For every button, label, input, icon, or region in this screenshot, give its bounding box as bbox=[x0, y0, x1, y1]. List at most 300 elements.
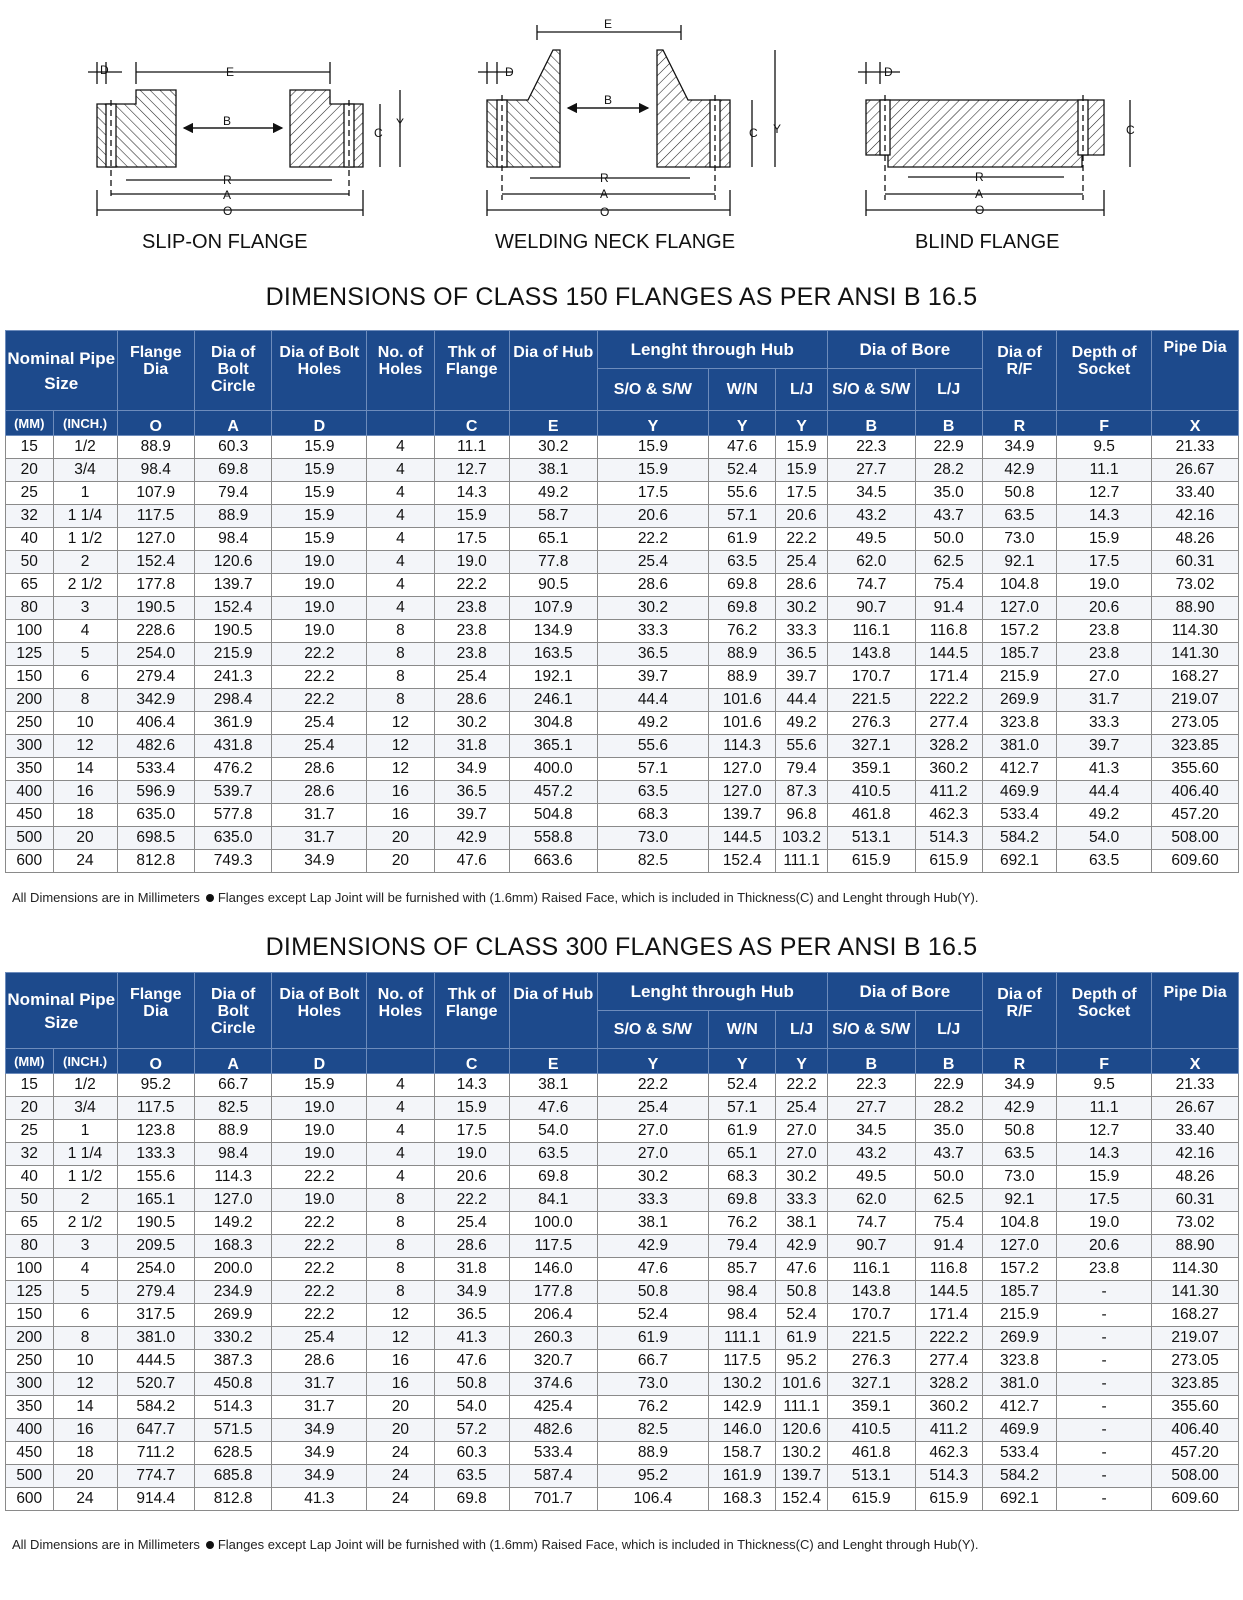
table-cell: 22.2 bbox=[272, 1304, 367, 1327]
table-cell: 65 bbox=[6, 1212, 54, 1235]
table-cell: 24 bbox=[367, 1465, 434, 1488]
slip-on-label: SLIP-ON FLANGE bbox=[142, 231, 308, 253]
table-cell: 63.5 bbox=[709, 551, 776, 574]
table-cell: 39.7 bbox=[1057, 735, 1152, 758]
table-cell: 146.0 bbox=[709, 1419, 776, 1442]
table-cell: 277.4 bbox=[915, 712, 982, 735]
weld-neck-dim-o: O bbox=[600, 205, 610, 219]
table-cell: 14 bbox=[53, 758, 117, 781]
table-cell: 88.9 bbox=[709, 666, 776, 689]
table-cell: 91.4 bbox=[915, 597, 982, 620]
sym-r: R bbox=[982, 1049, 1056, 1074]
weld-neck-dim-d: D bbox=[505, 65, 514, 79]
table-cell: 165.1 bbox=[117, 1189, 194, 1212]
table-cell: 21.33 bbox=[1152, 436, 1239, 459]
table-cell: 450.8 bbox=[194, 1373, 271, 1396]
table-cell: 14.3 bbox=[1057, 1143, 1152, 1166]
table-cell: 185.7 bbox=[982, 643, 1056, 666]
table-cell: 111.1 bbox=[776, 1396, 828, 1419]
table-row bbox=[6, 1465, 1239, 1488]
table-cell: 15 bbox=[6, 1074, 54, 1097]
table-cell: 14 bbox=[53, 1396, 117, 1419]
table-cell: 152.4 bbox=[709, 850, 776, 873]
table-cell: 19.0 bbox=[272, 1189, 367, 1212]
table-cell: 55.6 bbox=[776, 735, 828, 758]
table-row bbox=[6, 666, 1239, 689]
table-cell: 200.0 bbox=[194, 1258, 271, 1281]
header-dia-bore: Dia of Bore bbox=[827, 331, 982, 369]
table-cell: 55.6 bbox=[709, 482, 776, 505]
table-cell: 95.2 bbox=[597, 1465, 709, 1488]
table-cell: 28.6 bbox=[434, 689, 509, 712]
table-cell: 69.8 bbox=[509, 1166, 597, 1189]
table-cell: 190.5 bbox=[117, 1212, 194, 1235]
table-cell: 33.3 bbox=[776, 1189, 828, 1212]
table-cell: 381.0 bbox=[982, 1373, 1056, 1396]
header-dia-hub: Dia of Hub bbox=[509, 973, 597, 1049]
table-cell: 4 bbox=[53, 620, 117, 643]
table-cell: 63.5 bbox=[1057, 850, 1152, 873]
table-cell: 361.9 bbox=[194, 712, 271, 735]
table-cell: 79.4 bbox=[194, 482, 271, 505]
table-cell: 24 bbox=[53, 850, 117, 873]
table-cell: 69.8 bbox=[709, 574, 776, 597]
table-cell: 34.5 bbox=[827, 482, 915, 505]
table-cell: 462.3 bbox=[915, 804, 982, 827]
table-cell: 54.0 bbox=[1057, 827, 1152, 850]
table-cell: 116.8 bbox=[915, 620, 982, 643]
table-cell: 1/2 bbox=[53, 436, 117, 459]
table-cell: 44.4 bbox=[597, 689, 709, 712]
weld-neck-dim-e: E bbox=[604, 17, 613, 31]
table-cell: 476.2 bbox=[194, 758, 271, 781]
slip-on-dim-d: D bbox=[100, 63, 109, 77]
table-cell: 12 bbox=[367, 758, 434, 781]
sym-a: A bbox=[194, 1049, 271, 1074]
sym-b: B bbox=[827, 411, 915, 436]
table-cell: 27.0 bbox=[776, 1120, 828, 1143]
table-cell: 28.6 bbox=[434, 1235, 509, 1258]
weld-neck-dim-r: R bbox=[600, 171, 609, 185]
table-cell: 206.4 bbox=[509, 1304, 597, 1327]
table-cell: 12 bbox=[53, 735, 117, 758]
table-cell: 19.0 bbox=[434, 1143, 509, 1166]
table-cell: 615.9 bbox=[915, 850, 982, 873]
table-cell: 130.2 bbox=[776, 1442, 828, 1465]
table-cell: 38.1 bbox=[509, 459, 597, 482]
header-thk-flange: Thk of Flange bbox=[434, 331, 509, 411]
header-dia-rf: Dia of R/F bbox=[982, 973, 1056, 1049]
table-cell: 35.0 bbox=[915, 482, 982, 505]
table-cell: 22.3 bbox=[827, 436, 915, 459]
header-depth-socket: Depth of Socket bbox=[1057, 973, 1152, 1049]
table-cell: - bbox=[1057, 1281, 1152, 1304]
class150-title: DIMENSIONS OF CLASS 150 FLANGES AS PER ANSI B 16.5 bbox=[265, 283, 978, 311]
table-cell: 28.6 bbox=[272, 1350, 367, 1373]
table-cell: 360.2 bbox=[915, 1396, 982, 1419]
table-row bbox=[6, 1327, 1239, 1350]
table-cell: 15.9 bbox=[597, 436, 709, 459]
table-cell: 11.1 bbox=[1057, 459, 1152, 482]
table-cell: 117.5 bbox=[709, 1350, 776, 1373]
table-cell: 125 bbox=[6, 1281, 54, 1304]
table-cell: 12.7 bbox=[434, 459, 509, 482]
table-cell: 69.8 bbox=[709, 597, 776, 620]
table-cell: 15.9 bbox=[776, 436, 828, 459]
table-cell: 23.8 bbox=[1057, 620, 1152, 643]
table-row bbox=[6, 1442, 1239, 1465]
table-cell: 14.3 bbox=[1057, 505, 1152, 528]
header-mm: (MM) bbox=[6, 1049, 54, 1074]
table-cell: 8 bbox=[53, 1327, 117, 1350]
table-cell: 32 bbox=[6, 1143, 54, 1166]
table-cell: 219.07 bbox=[1152, 1327, 1239, 1350]
table-cell: 39.7 bbox=[776, 666, 828, 689]
table-row bbox=[6, 1488, 1239, 1511]
table-cell: 22.2 bbox=[434, 1189, 509, 1212]
table-cell: 38.1 bbox=[509, 1074, 597, 1097]
blind-dim-r: R bbox=[975, 170, 984, 184]
header-length-hub: Lenght through Hub bbox=[597, 973, 827, 1011]
table-cell: 150 bbox=[6, 666, 54, 689]
table-cell: 90.5 bbox=[509, 574, 597, 597]
table-row bbox=[6, 1281, 1239, 1304]
table-cell: 48.26 bbox=[1152, 1166, 1239, 1189]
table-cell: 44.4 bbox=[1057, 781, 1152, 804]
table-cell: 107.9 bbox=[117, 482, 194, 505]
table-cell: 279.4 bbox=[117, 1281, 194, 1304]
table-cell: 15.9 bbox=[776, 459, 828, 482]
table-cell: 30.2 bbox=[776, 597, 828, 620]
table-cell: 20.6 bbox=[776, 505, 828, 528]
table-cell: 17.5 bbox=[776, 482, 828, 505]
table-cell: 26.67 bbox=[1152, 1097, 1239, 1120]
table-cell: 82.5 bbox=[597, 1419, 709, 1442]
table-cell: 513.1 bbox=[827, 827, 915, 850]
table-cell: 120.6 bbox=[776, 1419, 828, 1442]
table-cell: 114.30 bbox=[1152, 620, 1239, 643]
table-cell: 8 bbox=[367, 1258, 434, 1281]
slip-on-dim-e: E bbox=[226, 65, 235, 79]
table-cell: 57.1 bbox=[709, 505, 776, 528]
table-cell: 84.1 bbox=[509, 1189, 597, 1212]
table-cell: 63.5 bbox=[434, 1465, 509, 1488]
table-cell: 22.2 bbox=[272, 689, 367, 712]
table-cell: 57.2 bbox=[434, 1419, 509, 1442]
sym-blank bbox=[367, 1049, 434, 1074]
table-cell: 120.6 bbox=[194, 551, 271, 574]
table-cell: 241.3 bbox=[194, 666, 271, 689]
table-cell: 558.8 bbox=[509, 827, 597, 850]
table-cell: 68.3 bbox=[597, 804, 709, 827]
table-cell: 4 bbox=[367, 597, 434, 620]
table-cell: 123.8 bbox=[117, 1120, 194, 1143]
sym-y: Y bbox=[709, 411, 776, 436]
table-cell: 33.3 bbox=[597, 1189, 709, 1212]
table-cell: 774.7 bbox=[117, 1465, 194, 1488]
table-cell: 75.4 bbox=[915, 574, 982, 597]
header-dia-hub: Dia of Hub bbox=[509, 331, 597, 411]
table-cell: 457.20 bbox=[1152, 1442, 1239, 1465]
table-row bbox=[6, 1258, 1239, 1281]
table-cell: 43.7 bbox=[915, 1143, 982, 1166]
bullet-icon bbox=[206, 894, 214, 902]
table-cell: 359.1 bbox=[827, 758, 915, 781]
blind-dim-o: O bbox=[975, 203, 985, 217]
table-cell: 42.9 bbox=[982, 459, 1056, 482]
table-cell: 1 bbox=[53, 1120, 117, 1143]
header-pipe-dia: Pipe Dia bbox=[1152, 331, 1239, 411]
table-cell: 34.9 bbox=[982, 1074, 1056, 1097]
table-cell: 215.9 bbox=[982, 1304, 1056, 1327]
class150-body bbox=[6, 436, 1239, 873]
table-cell: 20 bbox=[53, 827, 117, 850]
table-cell: - bbox=[1057, 1327, 1152, 1350]
table-cell: 323.8 bbox=[982, 712, 1056, 735]
header-nominal-pipe-size: Nominal Pipe Size bbox=[6, 973, 118, 1049]
table-cell: 323.85 bbox=[1152, 735, 1239, 758]
table-cell: 101.6 bbox=[776, 1373, 828, 1396]
table-cell: 22.2 bbox=[272, 1212, 367, 1235]
table-cell: 320.7 bbox=[509, 1350, 597, 1373]
header-thk-flange: Thk of Flange bbox=[434, 973, 509, 1049]
table-cell: 600 bbox=[6, 850, 54, 873]
table-cell: 615.9 bbox=[915, 1488, 982, 1511]
table-cell: 111.1 bbox=[709, 1327, 776, 1350]
table-cell: 76.2 bbox=[597, 1396, 709, 1419]
welding-neck-label: WELDING NECK FLANGE bbox=[495, 231, 736, 253]
table-cell: 711.2 bbox=[117, 1442, 194, 1465]
table-cell: 73.0 bbox=[597, 827, 709, 850]
weld-neck-dim-y: Y bbox=[773, 122, 782, 136]
table-cell: 400 bbox=[6, 781, 54, 804]
table-cell: 355.60 bbox=[1152, 758, 1239, 781]
header-b-so-sw: S/O & S/W bbox=[827, 1011, 915, 1049]
table-cell: 20.6 bbox=[1057, 1235, 1152, 1258]
table-cell: 40 bbox=[6, 528, 54, 551]
table-cell: 43.2 bbox=[827, 505, 915, 528]
sym-y: Y bbox=[597, 1049, 709, 1074]
table-cell: 73.0 bbox=[597, 1373, 709, 1396]
table-cell: 34.9 bbox=[272, 850, 367, 873]
table-cell: 508.00 bbox=[1152, 1465, 1239, 1488]
class300-note-raised-face: Flanges except Lap Joint will be furnished with (1.6mm) Raised Face, which is included in Thickness(C) and Lenght through Hub(Y). bbox=[217, 1537, 979, 1552]
table-cell: 116.1 bbox=[827, 620, 915, 643]
sym-x: X bbox=[1152, 411, 1239, 436]
table-cell: 36.5 bbox=[776, 643, 828, 666]
header-y-so-sw: S/O & S/W bbox=[597, 369, 709, 411]
table-cell: 22.2 bbox=[272, 643, 367, 666]
header-nominal-pipe-size: Nominal Pipe Size bbox=[6, 331, 118, 411]
table-cell: 22.2 bbox=[272, 1281, 367, 1304]
table-cell: 127.0 bbox=[709, 758, 776, 781]
table-cell: 701.7 bbox=[509, 1488, 597, 1511]
sym-y: Y bbox=[776, 1049, 828, 1074]
sym-f: F bbox=[1057, 1049, 1152, 1074]
sym-o: O bbox=[117, 1049, 194, 1074]
table-cell: 15.9 bbox=[272, 505, 367, 528]
table-cell: 152.4 bbox=[776, 1488, 828, 1511]
table-cell: 116.1 bbox=[827, 1258, 915, 1281]
table-cell: 23.8 bbox=[434, 620, 509, 643]
table-cell: 304.8 bbox=[509, 712, 597, 735]
table-cell: 57.1 bbox=[709, 1097, 776, 1120]
table-cell: 100 bbox=[6, 620, 54, 643]
table-cell: 328.2 bbox=[915, 1373, 982, 1396]
table-cell: 219.07 bbox=[1152, 689, 1239, 712]
table-row bbox=[6, 1419, 1239, 1442]
table-cell: 63.5 bbox=[597, 781, 709, 804]
table-cell: 461.8 bbox=[827, 1442, 915, 1465]
table-cell: 150 bbox=[6, 1304, 54, 1327]
table-cell: 35.0 bbox=[915, 1120, 982, 1143]
table-cell: 20.6 bbox=[597, 505, 709, 528]
table-cell: 42.9 bbox=[776, 1235, 828, 1258]
table-cell: 18 bbox=[53, 804, 117, 827]
header-flange-dia: Flange Dia bbox=[117, 331, 194, 411]
table-cell: 25.4 bbox=[597, 551, 709, 574]
welding-neck-drawing bbox=[478, 25, 775, 216]
table-cell: 42.16 bbox=[1152, 505, 1239, 528]
table-cell: 42.9 bbox=[434, 827, 509, 850]
table-cell: 88.90 bbox=[1152, 1235, 1239, 1258]
table-cell: 73.02 bbox=[1152, 574, 1239, 597]
table-cell: 15.9 bbox=[272, 436, 367, 459]
table-cell: 19.0 bbox=[272, 574, 367, 597]
table-cell: 34.5 bbox=[827, 1120, 915, 1143]
table-cell: 30.2 bbox=[597, 1166, 709, 1189]
table-cell: 812.8 bbox=[194, 1488, 271, 1511]
table-cell: 20 bbox=[6, 1097, 54, 1120]
table-cell: 87.3 bbox=[776, 781, 828, 804]
table-cell: 457.2 bbox=[509, 781, 597, 804]
table-cell: 19.0 bbox=[434, 551, 509, 574]
table-cell: 127.0 bbox=[982, 1235, 1056, 1258]
table-cell: 8 bbox=[367, 1281, 434, 1304]
table-cell: 49.2 bbox=[509, 482, 597, 505]
table-cell: 533.4 bbox=[982, 804, 1056, 827]
blind-dim-d: D bbox=[884, 65, 893, 79]
sym-blank bbox=[367, 411, 434, 436]
table-cell: 69.8 bbox=[194, 459, 271, 482]
table-cell: 33.3 bbox=[597, 620, 709, 643]
table-row bbox=[6, 1143, 1239, 1166]
class150-note-raised-face: Flanges except Lap Joint will be furnished with (1.6mm) Raised Face, which is included in Thickness(C) and Lenght through Hub(Y). bbox=[217, 890, 979, 905]
table-cell: 22.2 bbox=[272, 1258, 367, 1281]
blind-label: BLIND FLANGE bbox=[915, 231, 1060, 253]
table-cell: 31.8 bbox=[434, 1258, 509, 1281]
table-cell: 10 bbox=[53, 712, 117, 735]
table-cell: 48.26 bbox=[1152, 528, 1239, 551]
table-cell: 80 bbox=[6, 597, 54, 620]
table-cell: 4 bbox=[367, 1143, 434, 1166]
table-row bbox=[6, 827, 1239, 850]
table-cell: 22.2 bbox=[776, 1074, 828, 1097]
table-cell: 98.4 bbox=[194, 528, 271, 551]
table-row bbox=[6, 620, 1239, 643]
table-cell: 114.30 bbox=[1152, 1258, 1239, 1281]
table-cell: 15.9 bbox=[1057, 528, 1152, 551]
table-cell: 127.0 bbox=[982, 597, 1056, 620]
table-cell: 100 bbox=[6, 1258, 54, 1281]
table-cell: 300 bbox=[6, 735, 54, 758]
table-row bbox=[6, 712, 1239, 735]
table-cell: 141.30 bbox=[1152, 1281, 1239, 1304]
table-row bbox=[6, 551, 1239, 574]
table-cell: 27.7 bbox=[827, 1097, 915, 1120]
table-cell: 114.3 bbox=[194, 1166, 271, 1189]
sym-y: Y bbox=[709, 1049, 776, 1074]
table-cell: 20.6 bbox=[434, 1166, 509, 1189]
table-cell: 2 bbox=[53, 551, 117, 574]
table-cell: 410.5 bbox=[827, 781, 915, 804]
table-cell: 24 bbox=[367, 1442, 434, 1465]
table-cell: 101.6 bbox=[709, 689, 776, 712]
table-cell: 222.2 bbox=[915, 689, 982, 712]
table-cell: 73.0 bbox=[982, 528, 1056, 551]
table-cell: 52.4 bbox=[597, 1304, 709, 1327]
table-cell: 431.8 bbox=[194, 735, 271, 758]
table-cell: 190.5 bbox=[194, 620, 271, 643]
header-dia-rf: Dia of R/F bbox=[982, 331, 1056, 411]
blind-dim-c: C bbox=[1126, 123, 1135, 137]
table-cell: 25.4 bbox=[272, 735, 367, 758]
table-cell: 107.9 bbox=[509, 597, 597, 620]
table-cell: 95.2 bbox=[117, 1074, 194, 1097]
sym-y: Y bbox=[597, 411, 709, 436]
table-cell: - bbox=[1057, 1442, 1152, 1465]
table-cell: 22.3 bbox=[827, 1074, 915, 1097]
table-cell: 155.6 bbox=[117, 1166, 194, 1189]
table-cell: 350 bbox=[6, 1396, 54, 1419]
class300-note bbox=[12, 1537, 978, 1552]
table-cell: 16 bbox=[53, 1419, 117, 1442]
table-cell: 34.9 bbox=[272, 1419, 367, 1442]
table-cell: 185.7 bbox=[982, 1281, 1056, 1304]
table-cell: 41.3 bbox=[1057, 758, 1152, 781]
table-cell: 19.0 bbox=[272, 1097, 367, 1120]
slip-on-dim-y: Y bbox=[396, 116, 405, 130]
table-cell: 514.3 bbox=[915, 827, 982, 850]
table-cell: 25.4 bbox=[776, 1097, 828, 1120]
table-cell: 25.4 bbox=[776, 551, 828, 574]
table-row bbox=[6, 850, 1239, 873]
table-cell: 12.7 bbox=[1057, 482, 1152, 505]
table-cell: 15 bbox=[6, 436, 54, 459]
sym-a: A bbox=[194, 411, 271, 436]
table-cell: 628.5 bbox=[194, 1442, 271, 1465]
table-cell: 209.5 bbox=[117, 1235, 194, 1258]
table-cell: 139.7 bbox=[776, 1465, 828, 1488]
table-cell: 16 bbox=[367, 804, 434, 827]
table-cell: 15.9 bbox=[272, 459, 367, 482]
table-cell: 55.6 bbox=[597, 735, 709, 758]
table-cell: 170.7 bbox=[827, 1304, 915, 1327]
table-cell: 12.7 bbox=[1057, 1120, 1152, 1143]
table-cell: 260.3 bbox=[509, 1327, 597, 1350]
table-cell: 3 bbox=[53, 597, 117, 620]
table-row bbox=[6, 459, 1239, 482]
table-cell: 74.7 bbox=[827, 574, 915, 597]
table-row bbox=[6, 1097, 1239, 1120]
table-cell: 92.1 bbox=[982, 551, 1056, 574]
header-y-lj: L/J bbox=[776, 1011, 828, 1049]
table-cell: 685.8 bbox=[194, 1465, 271, 1488]
sym-y: Y bbox=[776, 411, 828, 436]
table-cell: 254.0 bbox=[117, 1258, 194, 1281]
table-cell: 273.05 bbox=[1152, 712, 1239, 735]
table-cell: 49.2 bbox=[776, 712, 828, 735]
